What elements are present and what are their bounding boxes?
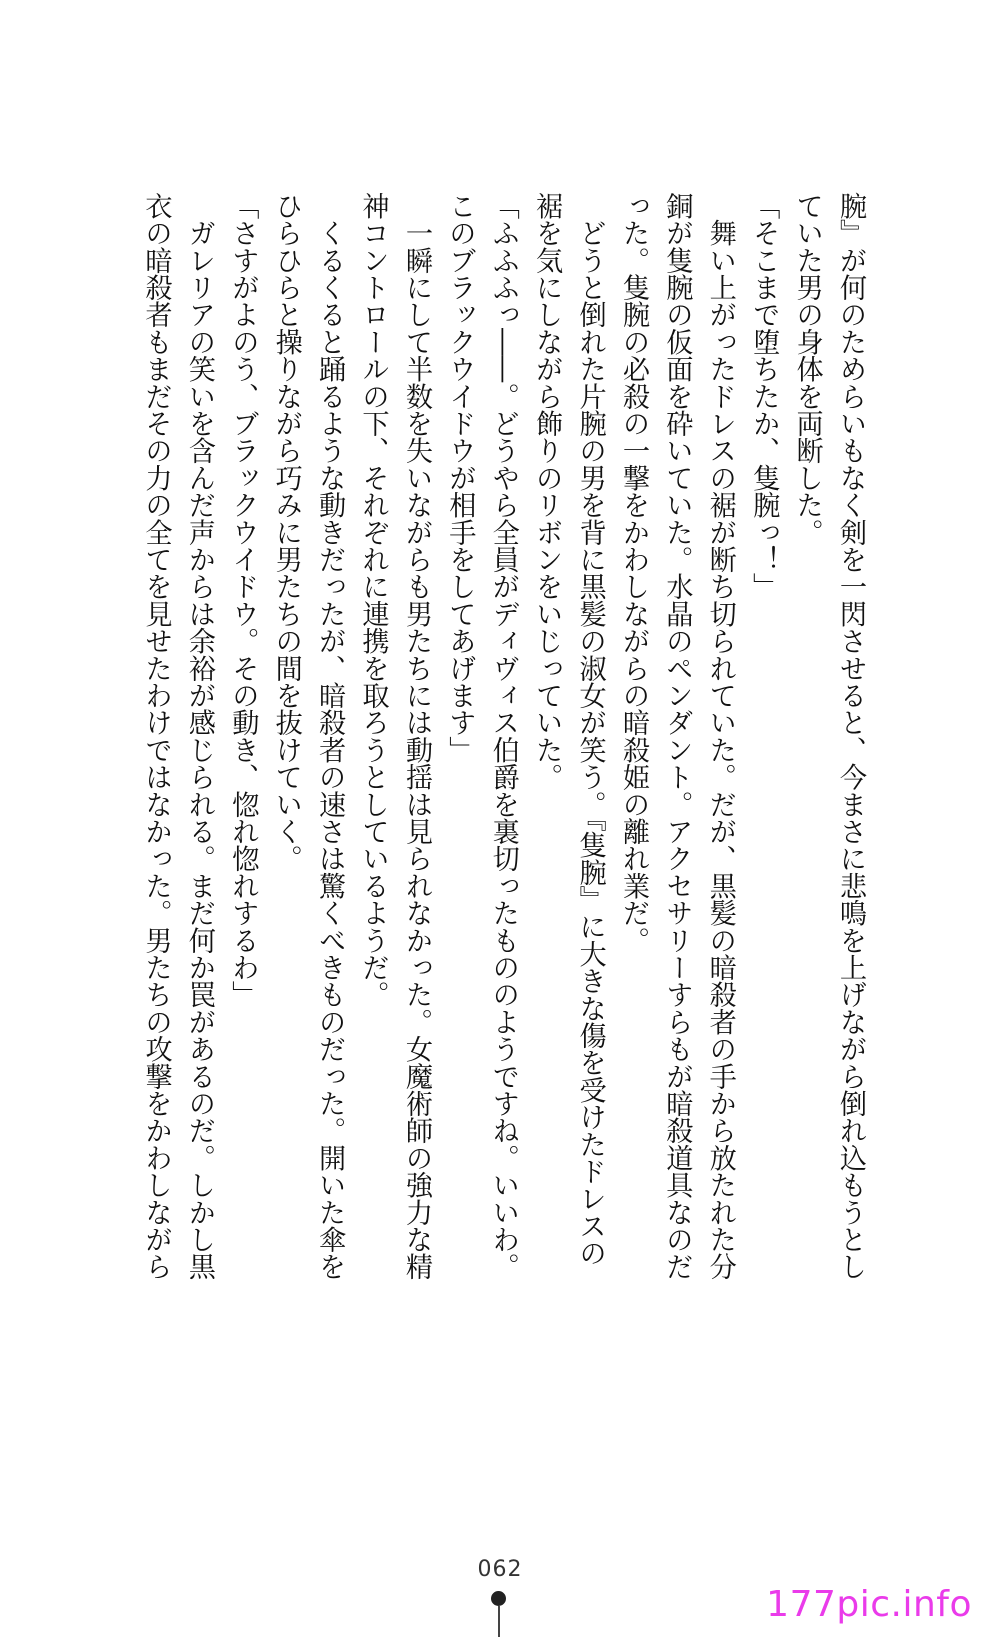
text-line: 「そこまで堕ちたか、隻腕っ！」 (748, 192, 780, 600)
page-marker-line (498, 1606, 500, 1637)
text-line: くるくると踊るような動きだったが、暗殺者の速さは驚くべきものだった。開いた傘を (314, 192, 346, 1280)
text-line: ガレリアの笑いを含んだ声からは余裕が感じられる。まだ何か罠があるのだ。しかし黒 (183, 192, 215, 1280)
text-line: 神コントロールの下、それぞれに連携を取ろうとしているようだ。 (357, 192, 389, 1008)
text-line: った。隻腕の必殺の一撃をかわしながらの暗殺姫の離れ業だ。 (617, 192, 649, 954)
text-line: 腕』が何のためらいもなく剣を一閃させると、今まさに悲鳴を上げながら倒れ込もうとし (835, 192, 866, 1280)
page-number: 062 (477, 1557, 523, 1582)
watermark: 177pic.info (766, 1584, 972, 1625)
text-line: ひらひらと操りながら巧みに男たちの間を抜けていく。 (270, 192, 302, 872)
vertical-text-body (126, 192, 872, 1332)
page-marker-dot-icon (491, 1591, 506, 1606)
text-line: ていた男の身体を両断した。 (791, 192, 823, 546)
text-line: 銅が隻腕の仮面を砕いていた。水晶のペンダント。アクセサリーすらもが暗殺道具なのだ (661, 192, 693, 1280)
text-line: 「ふふふっ――。どうやら全員がディヴィス伯爵を裏切ったもののようですね。いいわ。 (487, 192, 519, 1280)
text-line: このブラックウイドウが相手をしてあげます」 (444, 192, 476, 764)
text-line: 裾を気にしながら飾りのリボンをいじっていた。 (531, 192, 563, 791)
text-line: 「さすがよのう、ブラックウイドウ。その動き、惚れ惚れするわ」 (227, 192, 259, 1008)
text-line: 一瞬にして半数を失いながらも男たちには動揺は見られなかった。女魔術師の強力な精 (400, 192, 432, 1280)
text-line: 衣の暗殺者もまだその力の全てを見せたわけではなかった。男たちの攻撃をかわしながら (140, 192, 172, 1280)
text-line: 舞い上がったドレスの裾が断ち切られていた。だが、黒髪の暗殺者の手から放たれた分 (704, 192, 736, 1280)
text-line: どうと倒れた片腕の男を背に黒髪の淑女が笑う。『隻腕』に大きな傷を受けたドレスの (574, 192, 606, 1267)
